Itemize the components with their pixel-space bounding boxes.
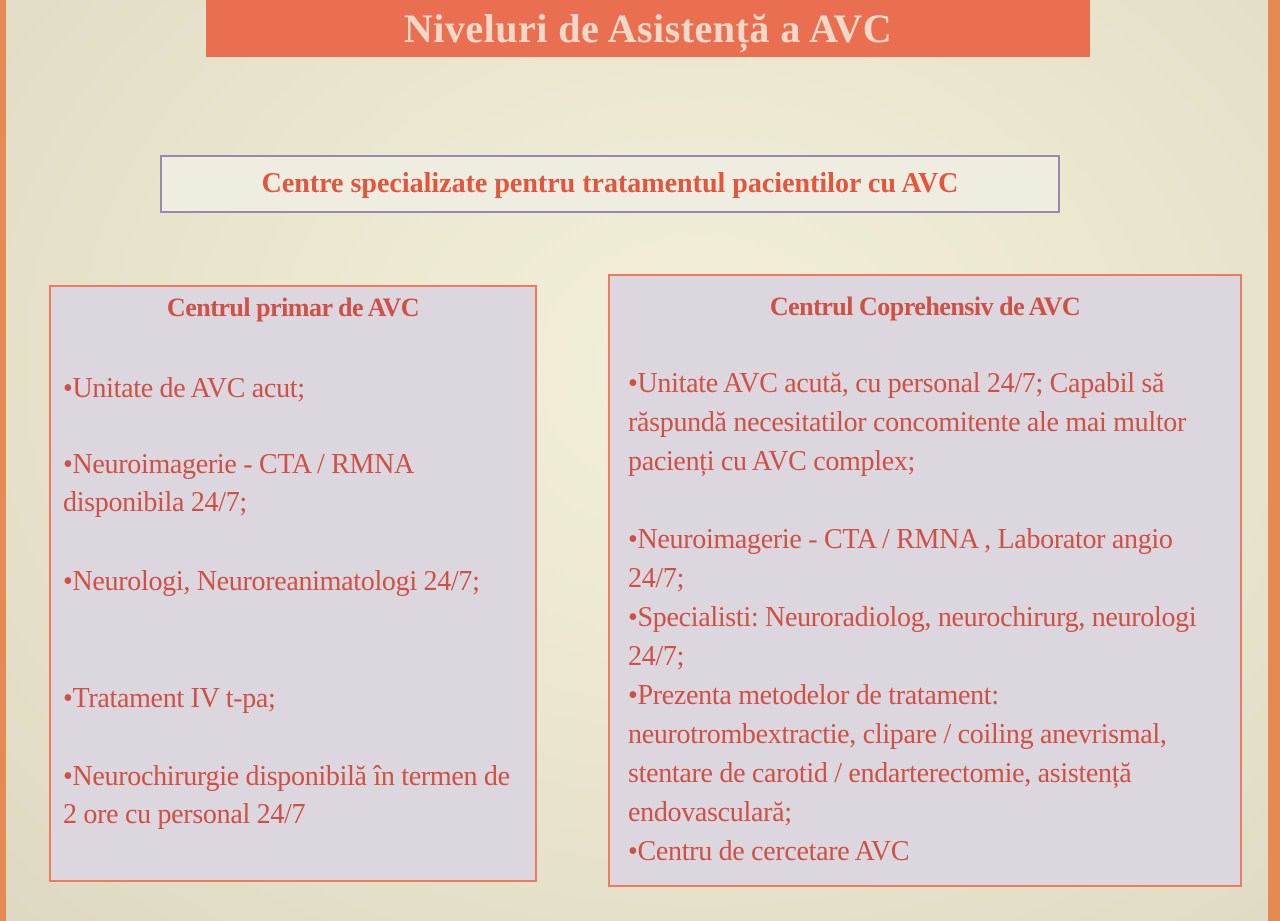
primary-item-1: •Unitate de AVC acut; [63,373,305,404]
primary-center-panel [49,285,537,882]
slide [6,0,1268,921]
title-banner [206,0,1090,57]
comprehensive-item-3: •Specialisti: Neuroradiolog, neurochirurg, neurologi 24/7; [628,602,1197,672]
comprehensive-item-1: •Unitate AVC acută, cu personal 24/7; Capabil să răspundă necesitatilor concomitente ale mai multor pacienți cu AVC complex; [628,368,1187,477]
slide-subtitle: Centre specializate pentru tratamentul pacientilor cu AVC [261,168,959,199]
primary-item-3: •Neurologi, Neuroreanimatologi 24/7; [63,566,480,597]
primary-item-5: •Neurochirurgie disponibilă în termen de 2 ore cu personal 24/7 [63,761,510,830]
primary-item-2: •Neuroimagerie - CTA / RMNA disponibila 24/7; [63,449,413,518]
subtitle-box [160,155,1060,213]
slide-title: Niveluri de Asistență a AVC [403,6,893,51]
primary-item-4: •Tratament IV t-pa; [63,683,276,714]
comprehensive-item-5: •Centru de cercetare AVC [628,836,910,867]
comprehensive-center-heading: Centrul Coprehensiv de AVC [769,292,1081,321]
comprehensive-item-4: •Prezenta metodelor de tratament: neurotrombextractie, clipare / coiling anevrismal, stentare de carotid / endarterectomie, asistență endovasculară; [628,680,1167,828]
comprehensive-center-panel [608,274,1242,887]
comprehensive-item-2: •Neuroimagerie - CTA / RMNA , Laborator angio 24/7; [628,524,1173,594]
primary-center-heading: Centrul primar de AVC [166,293,420,322]
